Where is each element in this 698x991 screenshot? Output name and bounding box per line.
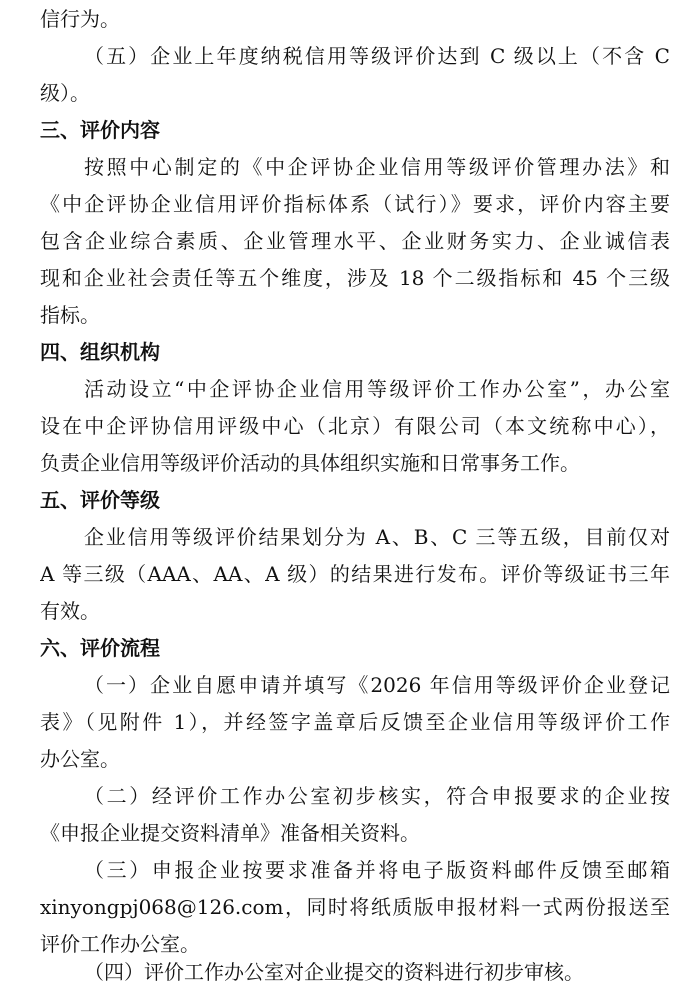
text-line: 《中企评协企业信用评价指标体系（试行）》要求，评价内容主要 — [40, 192, 670, 216]
text-line: 级）。 — [40, 81, 90, 105]
text-line: 按照中心制定的《中企评协企业信用等级评价管理办法》和 — [84, 155, 670, 179]
text-line: 指标。 — [40, 303, 100, 327]
text-line: xinyongpj068@126.com，同时将纸质版申报材料一式两份报送至 — [40, 895, 670, 919]
text-line: 包含企业综合素质、企业管理水平、企业财务实力、企业诚信表 — [40, 229, 670, 253]
text-line: （四）评价工作办公室对企业提交的资料进行初步审核。 — [84, 960, 584, 984]
text-line: 《申报企业提交资料清单》准备相关资料。 — [40, 821, 420, 845]
text-line: （二）经评价工作办公室初步核实，符合申报要求的企业按 — [84, 784, 670, 808]
text-line: （五）企业上年度纳税信用等级评价达到 C 级以上（不含 C — [84, 44, 670, 68]
text-line: 企业信用等级评价结果划分为 A、B、C 三等五级，目前仅对 — [84, 525, 670, 549]
text-line: （三）申报企业按要求准备并将电子版资料邮件反馈至邮箱 — [84, 858, 670, 882]
text-line: 评价工作办公室。 — [40, 932, 200, 956]
text-line: A 等三级（AAA、AA、A 级）的结果进行发布。评价等级证书三年 — [40, 562, 670, 586]
section-heading: 三、评价内容 — [40, 118, 160, 142]
section-heading: 五、评价等级 — [40, 488, 160, 512]
text-line: 负责企业信用等级评价活动的具体组织实施和日常事务工作。 — [40, 451, 580, 475]
text-line: 设在中企评协信用评级中心（北京）有限公司（本文统称中心）， — [40, 414, 670, 438]
section-heading: 四、组织机构 — [40, 340, 160, 364]
text-line: 现和企业社会责任等五个维度，涉及 18 个二级指标和 45 个三级 — [40, 266, 670, 290]
text-line: 活动设立“中企评协企业信用等级评价工作办公室”，办公室 — [84, 377, 670, 401]
text-line: 有效。 — [40, 599, 100, 623]
section-heading: 六、评价流程 — [40, 636, 160, 660]
text-line: 表》（见附件 1），并经签字盖章后反馈至企业信用等级评价工作 — [40, 710, 670, 734]
text-line: 办公室。 — [40, 747, 120, 771]
text-line: 信行为。 — [40, 7, 120, 31]
text-line: （一）企业自愿申请并填写《2026 年信用等级评价企业登记 — [84, 673, 670, 697]
